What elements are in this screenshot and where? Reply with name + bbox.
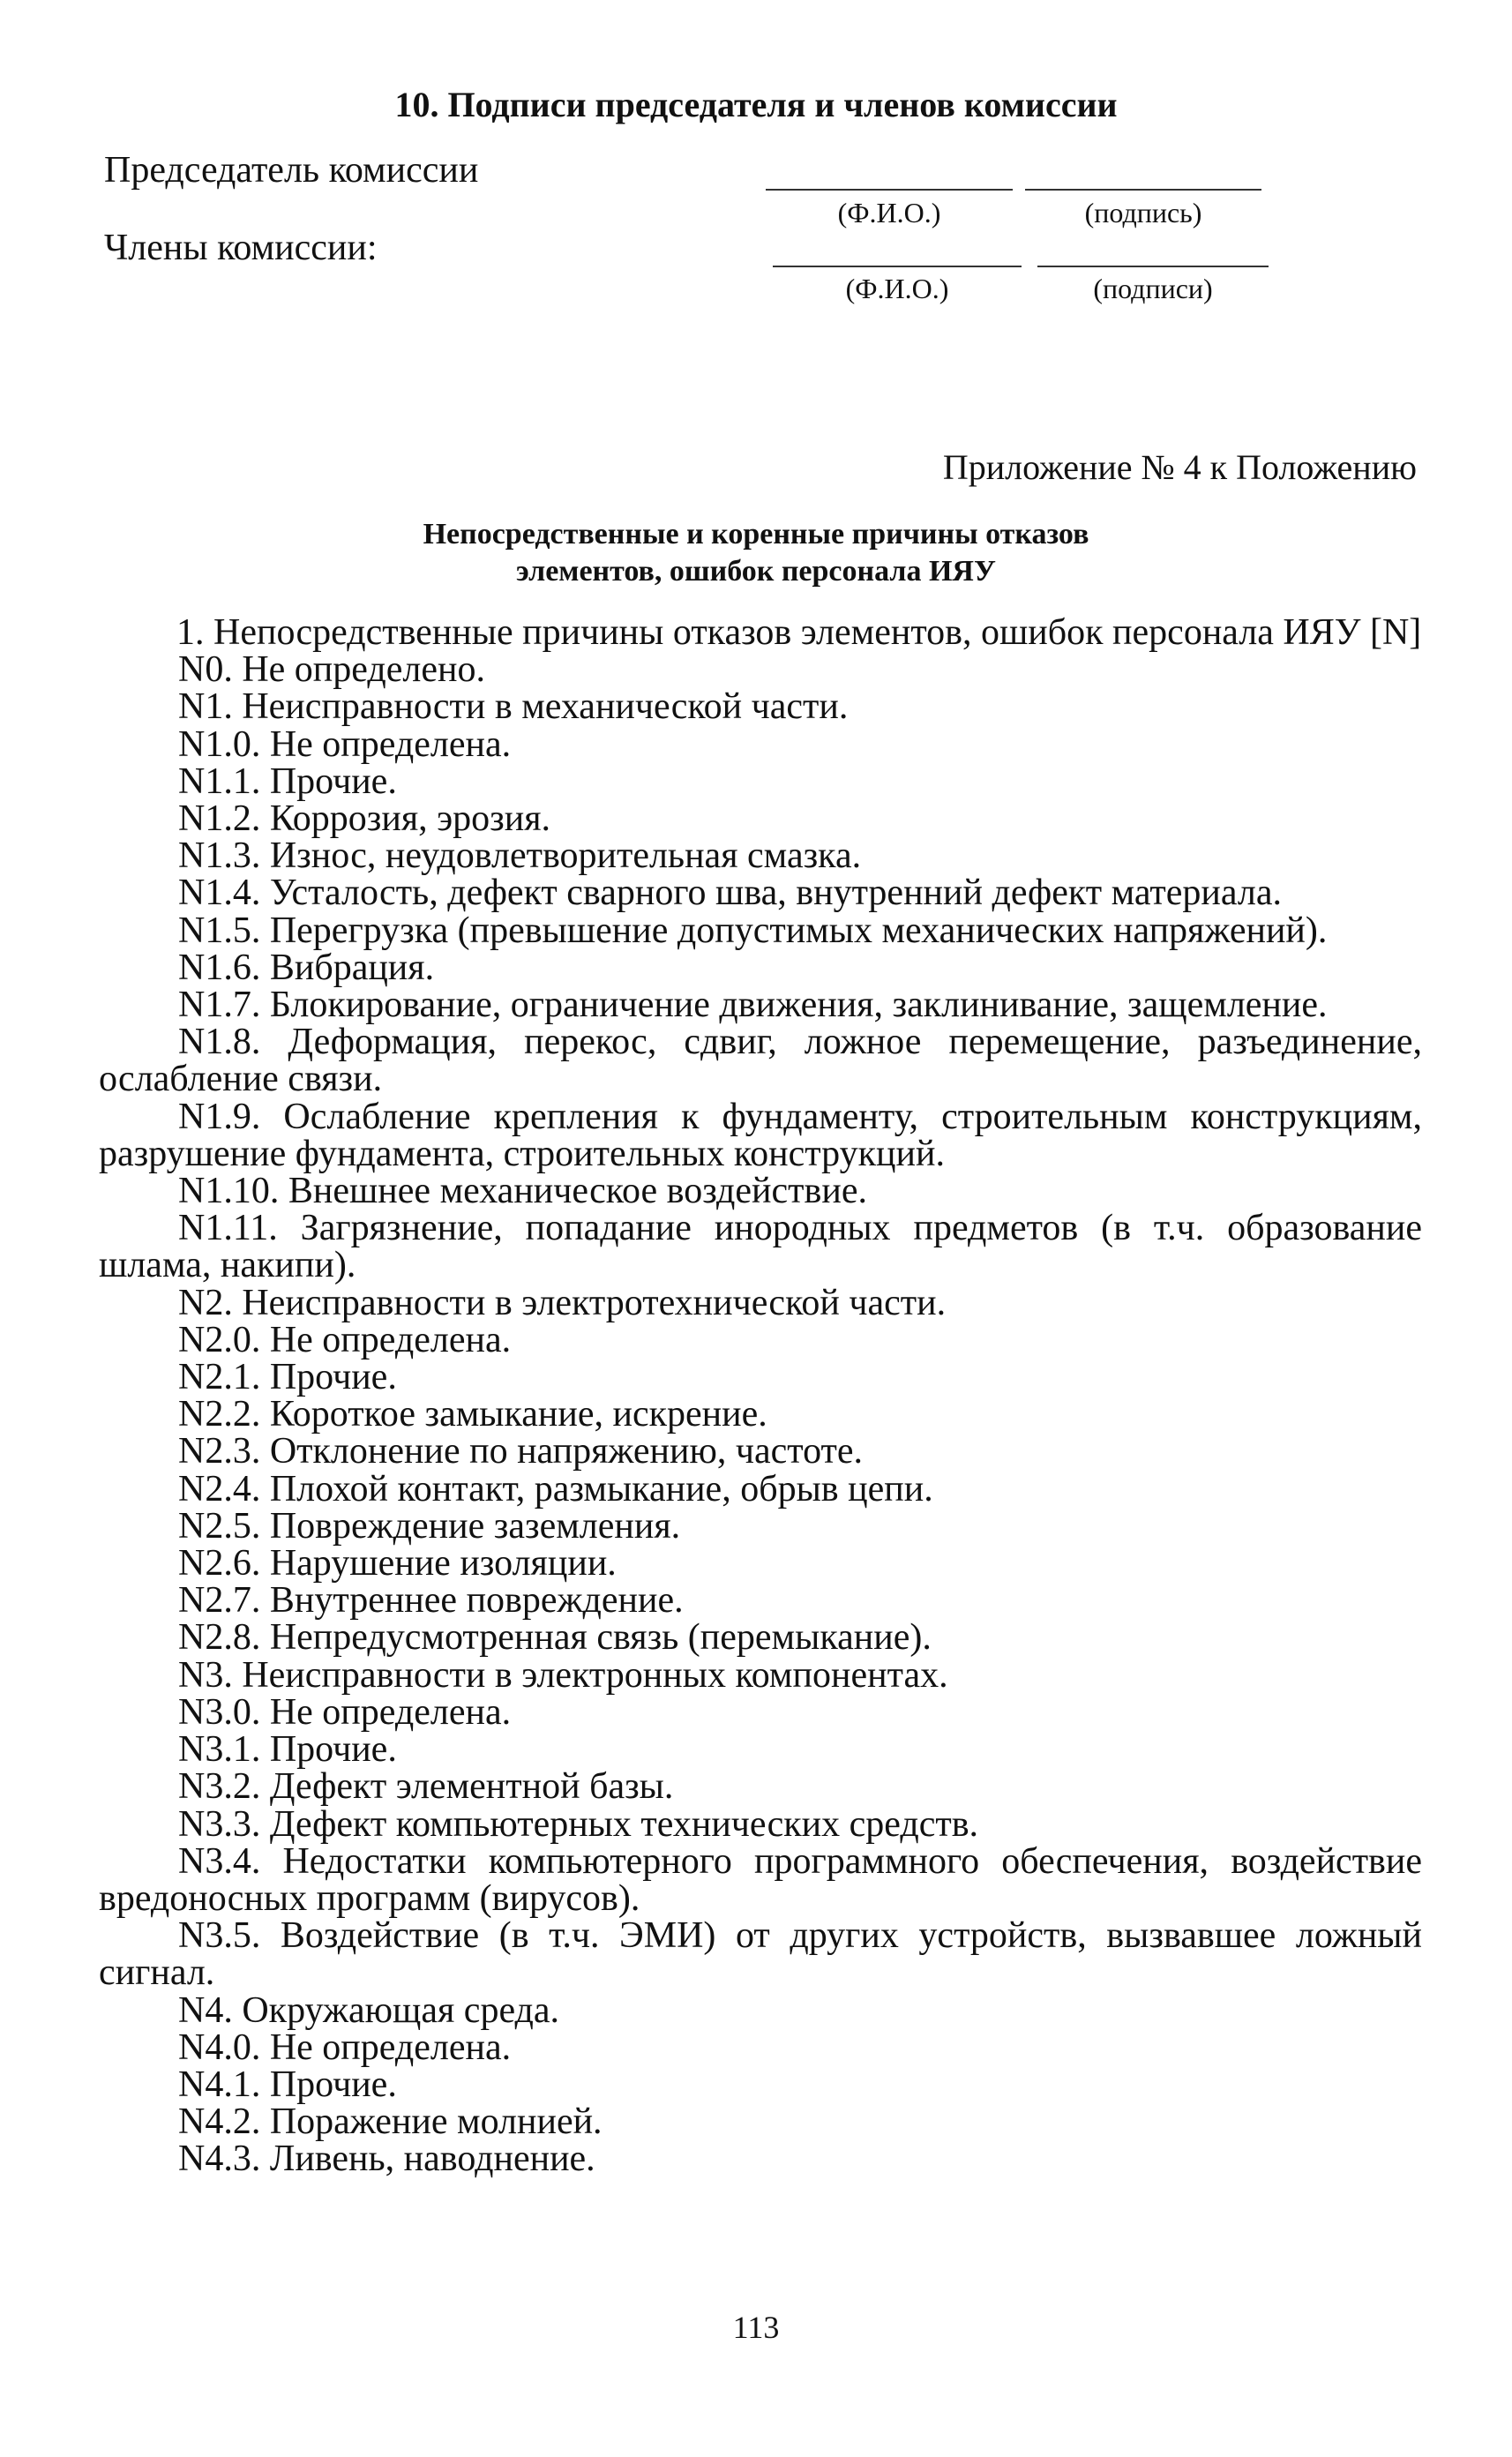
list-item: N4.3. Ливень, наводнение. xyxy=(178,2139,595,2180)
list-item: N2.4. Плохой контакт, размыкание, обрыв цепи. xyxy=(178,1468,933,1509)
list-item: N2.7. Внутреннее повреждение. xyxy=(178,1580,684,1622)
list-item: N2.3. Отклонение по напряжению, частоте. xyxy=(178,1431,864,1472)
chairman-signature-line xyxy=(1025,189,1261,191)
appendix-reference: Приложение № 4 к Положению xyxy=(942,447,1417,487)
list-item: N3.5. Воздействие (в т.ч. ЭМИ) от других устройств, вызвавшее ложный сигнал. xyxy=(99,1915,1422,1994)
chairman-fio-line xyxy=(766,189,1013,191)
list-item: N1.0. Не определена. xyxy=(178,723,512,765)
list-item: N1.2. Коррозия, эрозия. xyxy=(178,798,551,840)
appendix-title-line-2: элементов, ошибок персонала ИЯУ xyxy=(516,555,996,588)
list-item: N4.2. Поражение молнией. xyxy=(178,2101,603,2143)
causes-list xyxy=(99,614,1422,2178)
list-item: N2.6. Нарушение изоляции. xyxy=(178,1543,617,1584)
list-item: N1.9. Ослабление крепления к фундаменту, строительным конструкциям, разрушение фундамента, строительных конструкций. xyxy=(99,1096,1422,1174)
list-item: N3. Неисправности в электронных компонентах. xyxy=(178,1654,948,1696)
list-item: N2.8. Непредусмотренная связь (перемыкание). xyxy=(178,1617,932,1659)
list-item: N2.2. Короткое замыкание, искрение. xyxy=(178,1394,767,1435)
list-item: N4.1. Прочие. xyxy=(178,2064,397,2105)
list-item: N4.0. Не определена. xyxy=(178,2026,512,2068)
list-item: N1.4. Усталость, дефект сварного шва, внутренний дефект материала. xyxy=(178,873,1282,914)
members-fio-caption: (Ф.И.О.) xyxy=(845,273,949,304)
list-item: N1.11. Загрязнение, попадание инородных предметов (в т.ч. образование шлама, накипи). xyxy=(99,1208,1422,1286)
list-item: N1.10. Внешнее механическое воздействие. xyxy=(178,1171,867,1212)
list-item: N2. Неисправности в электротехнической части. xyxy=(178,1282,947,1323)
list-item: N1.3. Износ, неудовлетворительная смазка. xyxy=(178,835,862,877)
list-item: N3.1. Прочие. xyxy=(178,1729,397,1771)
list-item: N3.2. Дефект элементной базы. xyxy=(178,1766,674,1808)
chairman-signature-caption: (подпись) xyxy=(1084,197,1202,228)
page-number: 113 xyxy=(732,2310,780,2345)
list-item: N1.8. Деформация, перекос, сдвиг, ложное перемещение, разъединение, ослабление связи. xyxy=(99,1022,1422,1100)
list-heading: 1. Непосредственные причины отказов элементов, ошибок персонала ИЯУ [N] xyxy=(176,612,1422,653)
members-fio-line xyxy=(773,266,1022,267)
list-item: N2.0. Не определена. xyxy=(178,1319,512,1360)
appendix-title xyxy=(0,516,1512,590)
list-item: N1.7. Блокирование, ограничение движения, заклинивание, защемление. xyxy=(178,985,1328,1026)
appendix-title-line-1: Непосредственные и коренные причины отказов xyxy=(423,518,1089,551)
list-item: N1. Неисправности в механической части. xyxy=(178,686,849,728)
list-item: N3.3. Дефект компьютерных технических средств. xyxy=(178,1803,979,1845)
chairman-fio-caption: (Ф.И.О.) xyxy=(837,197,941,228)
members-signature-line xyxy=(1037,266,1269,267)
list-item: N0. Не определено. xyxy=(178,649,485,691)
list-item: N2.1. Прочие. xyxy=(178,1357,397,1398)
list-item: N3.0. Не определена. xyxy=(178,1691,512,1733)
list-item: N1.6. Вибрация. xyxy=(178,947,435,988)
list-item: N3.4. Недостатки компьютерного программного обеспечения, воздействие вредоносных программ (вирусов). xyxy=(99,1840,1422,1919)
list-item: N1.1. Прочие. xyxy=(178,760,397,802)
list-item: N2.5. Повреждение заземления. xyxy=(178,1505,681,1547)
list-item: N1.5. Перегрузка (превышение допустимых механических напряжений). xyxy=(178,910,1328,951)
list-item: N4. Окружающая среда. xyxy=(178,1989,560,2031)
chairman-label: Председатель комиссии xyxy=(104,150,479,191)
members-label: Члены комиссии: xyxy=(104,228,378,268)
section-heading: 10. Подписи председателя и членов комиссии xyxy=(394,85,1118,124)
members-signatures-caption: (подписи) xyxy=(1093,273,1213,304)
